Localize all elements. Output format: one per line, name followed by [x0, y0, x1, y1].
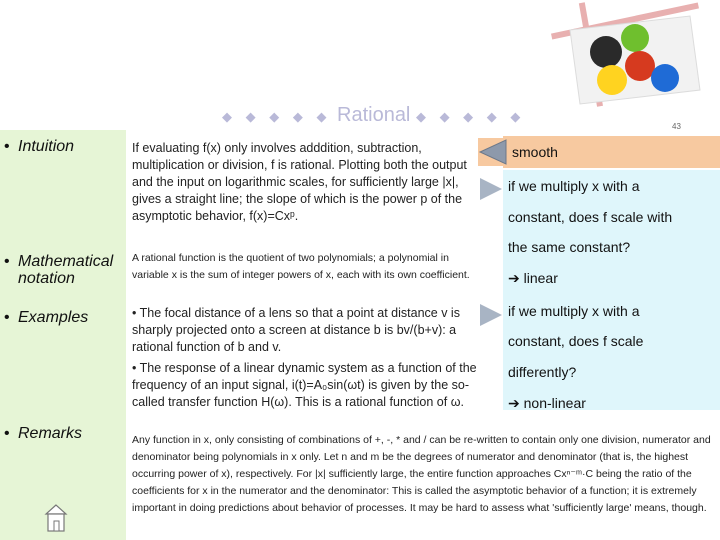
triangle-right-icon[interactable] — [478, 176, 504, 202]
sidebar-item-examples[interactable]: • Examples — [4, 309, 89, 326]
triangle-left-icon[interactable] — [478, 138, 508, 166]
question-1-line-2: constant, does f scale with — [508, 209, 673, 225]
question-2-line-3: differently? — [508, 364, 577, 380]
spheres-logo — [540, 0, 710, 112]
example-transfer-paragraph: • The response of a linear dynamic system as a function of the frequency of an input signal, i(t)=A₀sin(ωt) is given by the so-called transfer function H(ω). This is a rational function of ω. — [132, 361, 477, 409]
page-number: 43 — [672, 122, 681, 131]
example-lens-paragraph: • The focal distance of a lens so that a point at distance v is sharply projected onto a screen at distance b is bv/(b+v): a rational function of b and v. — [132, 306, 460, 354]
sidebar-item-mathematical-notation[interactable]: • Mathematical notation — [4, 253, 114, 287]
remarks-paragraph: Any function in x, only consisting of combinations of +, -, * and / can be re-written to contain only one division, numerator and denominator being polynomials in x only. Let n and m be the degrees of numerator and denominator (that is, the highest occurring power of x), respectively. For |x| sufficiently large, the entire function approaches Cxⁿ⁻ᵐ·C being the ratio of the coefficients for x in the numerator and the denominator: This is called the asymptotic behavior of a function; it is extremely important in doing predictions about behavior of processes. It may be hard to assess what 'sufficiently large' means, though. — [132, 434, 711, 514]
sidebar — [0, 130, 126, 540]
slide-title — [222, 104, 525, 127]
home-icon[interactable] — [44, 503, 68, 533]
intuition-paragraph: If evaluating f(x) only involves adddition, subtraction, multiplication or division, f is rational. Plotting both the output and the input on logarithmic scales, for sufficiently large |x|, gives a straight line; the slope of which is the power p of the asymptotic behavior, f(x)=Cxᵖ. — [132, 141, 467, 223]
sidebar-item-remarks[interactable]: • Remarks — [4, 425, 83, 442]
sidebar-item-intuition[interactable]: • Intuition — [4, 138, 75, 155]
answer-linear: ➔ linear — [508, 270, 558, 286]
arrow-icon: ➔ — [508, 395, 520, 411]
smooth-bar[interactable] — [503, 136, 720, 168]
notation-paragraph: A rational function is the quotient of two polynomials; a polynomial in variable x is the sum of integer powers of x, each with its own coefficient. — [132, 252, 470, 281]
diamond-decoration-right: ◆ ◆ ◆ ◆ ◆ — [415, 109, 526, 124]
arrow-icon: ➔ — [508, 270, 520, 286]
question-2-line-1: if we multiply x with a — [508, 303, 640, 319]
question-2-line-2: constant, does f scale — [508, 333, 644, 349]
diamond-decoration-left: ◆ ◆ ◆ ◆ ◆ — [222, 109, 332, 124]
smooth-label: smooth — [512, 144, 558, 160]
title-text: Rational — [337, 104, 411, 126]
question-1-line-3: the same constant? — [508, 239, 631, 255]
answer-non-linear: ➔ non-linear — [508, 395, 586, 411]
question-1-line-1: if we multiply x with a — [508, 178, 640, 194]
triangle-right-icon-2[interactable] — [478, 302, 504, 328]
